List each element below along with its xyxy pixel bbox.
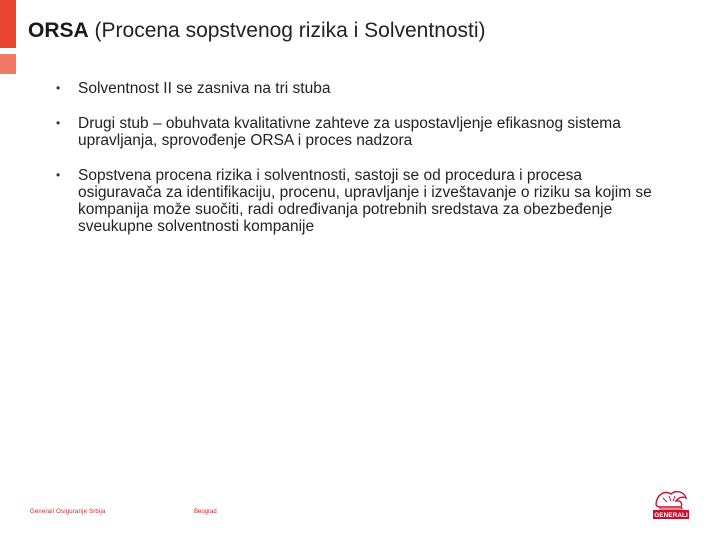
bullet-text: Sopstvena procena rizika i solventnosti, sastoji se od procedura i procesa osiguravača za identifikaciju, procenu, upravljanje i izveštavanje o riziku sa kojim se kompanija može suočiti, radi određivanja potrebnih sredstava za obezbeđenje sveukupne solventnosti kompanije bbox=[78, 167, 652, 235]
bullet-list bbox=[56, 80, 656, 253]
slide-title bbox=[28, 17, 486, 45]
bullet-text: Solventnost II se zasniva na tri stuba bbox=[78, 80, 331, 97]
bullet-marker: • bbox=[56, 168, 61, 182]
accent-bar-top bbox=[0, 0, 16, 48]
generali-lion-logo bbox=[651, 487, 691, 521]
title-bold: ORSA bbox=[28, 19, 89, 42]
logo-wordmark: GENERALI bbox=[654, 512, 688, 519]
bullet-item bbox=[56, 80, 656, 97]
bullet-item bbox=[56, 115, 656, 149]
footer-city: Beograd bbox=[194, 509, 217, 515]
accent-bar-bottom bbox=[0, 54, 16, 74]
bullet-marker: • bbox=[56, 116, 61, 130]
title-rest: (Procena sopstvenog rizika i Solventnosti) bbox=[88, 19, 486, 42]
footer-company: Generali Osiguranje Srbija bbox=[30, 509, 106, 515]
bullet-text: Drugi stub – obuhvata kvalitativne zahteve za uspostavljenje efikasnog sistema upravljanja, sprovođenje ORSA i proces nadzora bbox=[78, 115, 621, 149]
bullet-marker: • bbox=[56, 81, 61, 95]
bullet-item bbox=[56, 167, 656, 235]
